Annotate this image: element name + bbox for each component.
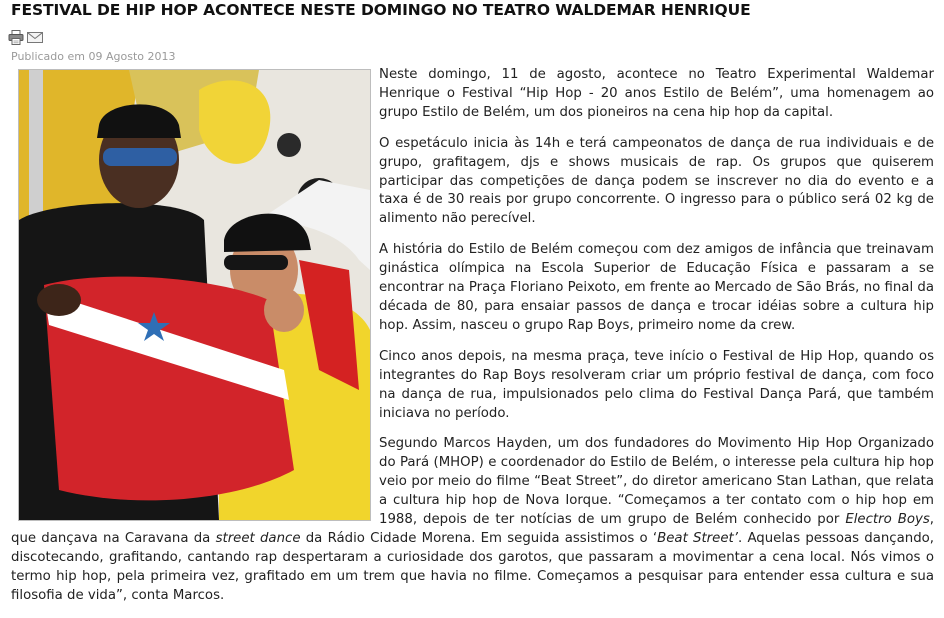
published-date: Publicado em 09 Agosto 2013	[11, 50, 176, 63]
paragraph-4: Cinco anos depois, na mesma praça, teve início o Festival de Hip Hop, quando os integrantes do Rap Boys resolveram criar um próprio festival de dança, com foco na dança de rua, impulsionados pelo clima do Festival Dança Pará, que também iniciava no período.	[379, 348, 934, 421]
paragraph-2: O espetáculo inicia às 14h e terá campeonatos de dança de rua individuais e de grupo, grafitagem, djs e shows musicais de rap. Os grupos que quiserem participar das competições de dança podem se inscrever no dia do evento e a taxa é de 30 reais por grupo concorrente. O ingresso para o público será 02 kg de alimento não perecível.	[379, 135, 934, 227]
paragraph-5-part-c: da Rádio Cidade Morena. Em seguida assistimos o ‘	[300, 530, 658, 546]
paragraph-5-part-d: . Aquelas pessoas dançando, discotecando, grafitando, cantando rap despertaram a curiosidade dos garotos, que passaram a movimentar a cena local. Nós vimos o termo hip hop, pela primeira vez, grafitado em um trem que havia no filme. Começamos a pesquisar para entender essa cultura e sua filosofia de vida”, conta Marcos.	[11, 530, 934, 603]
paragraph-5-emphasis-beat-street: Beat Street’	[657, 530, 738, 546]
photo-illustration	[19, 70, 370, 520]
paragraph-5-part-b: , que dançava na Caravana da	[11, 512, 934, 546]
paragraph-1: Neste domingo, 11 de agosto, acontece no Teatro Experimental Waldemar Henrique o Festival “Hip Hop - 20 anos Estilo de Belém”, uma homenagem ao grupo Estilo de Belém, um dos pioneiros na cena hip hop da capital.	[379, 67, 934, 120]
email-icon[interactable]	[27, 30, 43, 45]
article-photo	[18, 69, 371, 521]
article-title: FESTIVAL DE HIP HOP ACONTECE NESTE DOMINGO NO TEATRO WALDEMAR HENRIQUE	[11, 1, 751, 19]
paragraph-5-emphasis-street-dance: street dance	[215, 530, 301, 546]
paragraph-3: A história do Estilo de Belém começou com dez amigos de infância que treinavam ginástica olímpica na Escola Superior de Educação Física e passaram a se encontrar na Praça Floriano Peixoto, em frente ao Mercado de São Brás, no final da década de 80, para ensaiar passos de dança e trocar idéias sobre a cultura hip hop. Assim, nasceu o grupo Rap Boys, primeiro nome da crew.	[379, 242, 934, 333]
article-tools	[8, 30, 43, 46]
paragraph-5-part-a: Segundo Marcos Hayden, um dos fundadores do Movimento Hip Hop Organizado do Pará (MHOP) e coordenador do Estilo de Belém, o interesse pela cultura hip hop veio por meio do filme “Beat Street”, do diretor americano Stan Lathan, que relata a cultura hip hop de Nova Iorque. “Começamos a ter contato com o hip hop em 1988, depois de ter notícias de um grupo de Belém conhecido por	[379, 436, 934, 528]
paragraph-5-emphasis-electro-boys: Electro Boys	[845, 512, 930, 528]
print-icon[interactable]	[8, 30, 24, 45]
article-body	[11, 66, 934, 618]
